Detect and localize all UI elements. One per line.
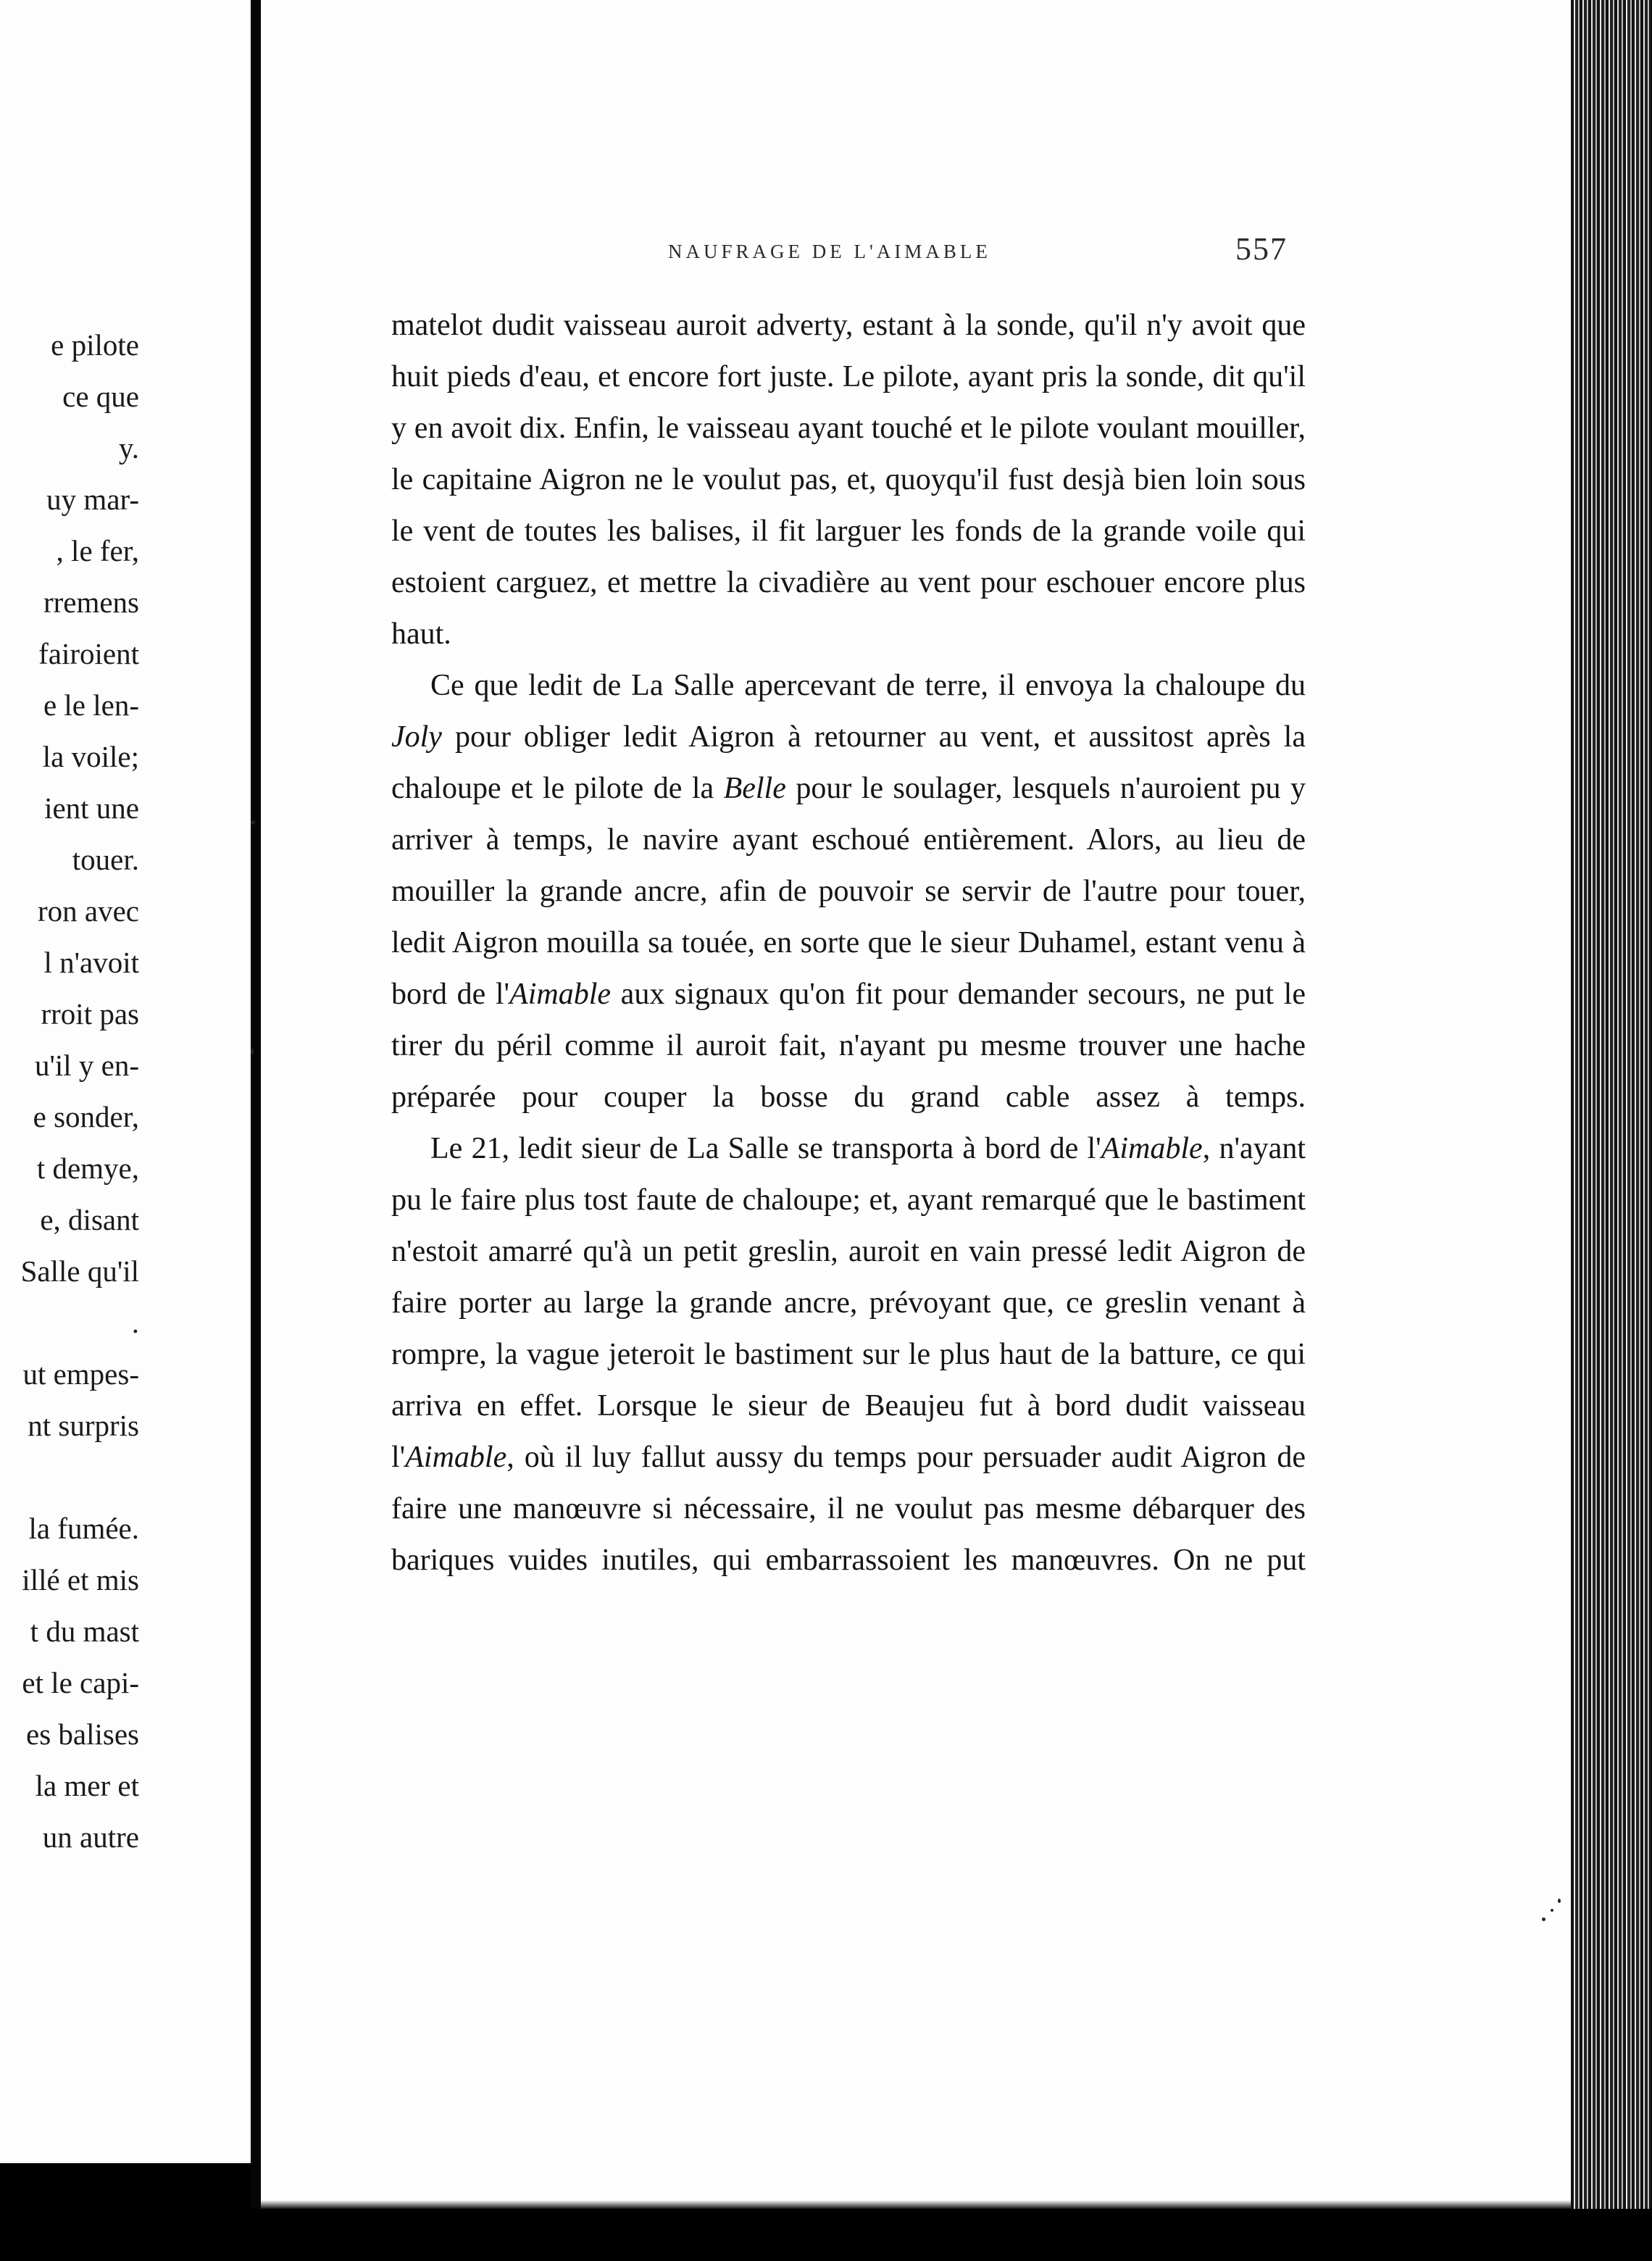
ship-name-belle: Belle	[723, 772, 786, 805]
facing-page-line: e pilote	[51, 328, 139, 362]
paragraph-2-text-b: pour obliger ledit Aigron à retourner au vent, et aussitost après la chaloupe et le pilote de la	[391, 720, 1306, 805]
scan-speck	[1558, 1899, 1561, 1903]
page-stack-edges	[1571, 0, 1652, 2261]
paragraph-2-text-d: aux signaux qu'on fit pour demander secours, ne put le tirer du péril comme il auroit fait, n'ayant pu mesme trouver une hache préparée pour couper la bosse du grand cable assez à temps.	[391, 978, 1306, 1114]
facing-page-line: la voile;	[42, 740, 139, 773]
facing-page-line: u'il y en-	[34, 1049, 139, 1082]
facing-page	[0, 0, 251, 2163]
paragraph-3	[391, 1123, 1306, 1586]
page-bottom-edge	[261, 2200, 1571, 2209]
facing-page-line: t demye,	[36, 1152, 139, 1185]
facing-page-line: e le len-	[43, 688, 139, 722]
main-text	[391, 300, 1306, 1586]
facing-page-line: fairoient	[38, 637, 139, 670]
paragraph-3-text-b: , n'ayant pu le faire plus tost faute de chaloupe; et, ayant remarqué que le bastiment n'estoit amarré qu'à un petit greslin, auroit en vain pressé ledit Aigron de faire porter au large la grande ancre, prévoyant que, ce greslin venant à rompre, la vague jeteroit le bastiment sur le plus haut de la batture, ce qui arriva en effet. Lorsque le sieur de Beaujeu fut à bord dudit vaisseau l'	[391, 1132, 1306, 1474]
paragraph-1: matelot dudit vaisseau auroit adverty, estant à la sonde, qu'il n'y avoit que huit pieds d'eau, et encore fort juste. Le pilote, ayant pris la sonde, dit qu'il y en avoit dix. Enfin, le vaisseau ayant touché et le pilote voulant mouiller, le capitaine Aigron ne le voulut pas, et, quoyqu'il fust desjà bien loin sous le vent de toutes les balises, il fit larguer les fonds de la grande voile qui estoient carguez, et mettre la civadière au vent pour eschouer encore plus haut.	[391, 309, 1306, 651]
facing-page-line: rremens	[43, 586, 139, 619]
facing-page-line: y.	[118, 431, 139, 465]
scan-border	[0, 2209, 1652, 2261]
facing-page-line: illé et mis	[22, 1563, 139, 1596]
facing-page-line: , le fer,	[56, 534, 139, 567]
ship-name-aimable: Aimable	[1101, 1132, 1203, 1165]
ship-name-joly: Joly	[391, 720, 442, 754]
running-head-title: NAUFRAGE DE L'AIMABLE	[668, 241, 991, 262]
scan-speck	[251, 1048, 254, 1055]
page-number: 557	[1235, 231, 1288, 267]
paragraph-3-text-c: , où il luy fallut aussy du temps pour persuader audit Aigron de faire une manœuvre si nécessaire, il ne voulut pas mesme débarquer des bariques vuides inutiles, qui embarrassoient les manœuvres. On ne put	[391, 1441, 1306, 1577]
facing-page-line: la fumée.	[28, 1512, 139, 1545]
facing-page-line: ut empes-	[22, 1357, 139, 1391]
facing-page-line: es balises	[26, 1717, 139, 1751]
facing-page-line: l n'avoit	[43, 946, 139, 979]
facing-page-line: uy mar-	[46, 483, 139, 516]
facing-page-line: t du mast	[30, 1615, 139, 1648]
book-gutter	[251, 0, 261, 2261]
facing-page-line: rroit pas	[41, 997, 139, 1030]
scan-speck	[1542, 1918, 1545, 1921]
facing-page-line: ient une	[44, 791, 139, 825]
paragraph-2-text-c: pour le soulager, lesquels n'auroient pu y arriver à temps, le navire ayant eschoué entièrement. Alors, au lieu de mouiller la grande ancre, afin de pouvoir se servir de l'autre pour touer, ledit Aigron mouilla sa touée, en sorte que le sieur Duhamel, estant venu à bord de l'	[391, 772, 1306, 1011]
scan-speck	[251, 820, 255, 825]
facing-page-line: ron avec	[38, 894, 139, 928]
facing-page-line: e, disant	[40, 1203, 139, 1236]
facing-page-line: .	[131, 1306, 139, 1339]
ship-name-aimable: Aimable	[509, 978, 612, 1011]
paragraph-2	[391, 660, 1306, 1123]
facing-page-line: Salle qu'il	[20, 1254, 139, 1288]
paragraph-2-text-a: Ce que ledit de La Salle apercevant de terre, il envoya la chaloupe du	[430, 669, 1306, 702]
ship-name-aimable: Aimable	[405, 1441, 507, 1474]
scan-speck	[1551, 1909, 1553, 1912]
facing-page-line: nt surpris	[28, 1409, 139, 1442]
facing-page-line: touer.	[72, 843, 139, 876]
paragraph-3-text-a: Le 21, ledit sieur de La Salle se transporta à bord de l'	[430, 1132, 1101, 1165]
facing-page-line: e sonder,	[33, 1100, 139, 1133]
facing-page-line: un autre	[42, 1820, 139, 1854]
facing-page-line: ce que	[62, 380, 139, 413]
facing-page-line: et le capi-	[22, 1666, 139, 1699]
facing-page-line: la mer et	[35, 1769, 139, 1802]
